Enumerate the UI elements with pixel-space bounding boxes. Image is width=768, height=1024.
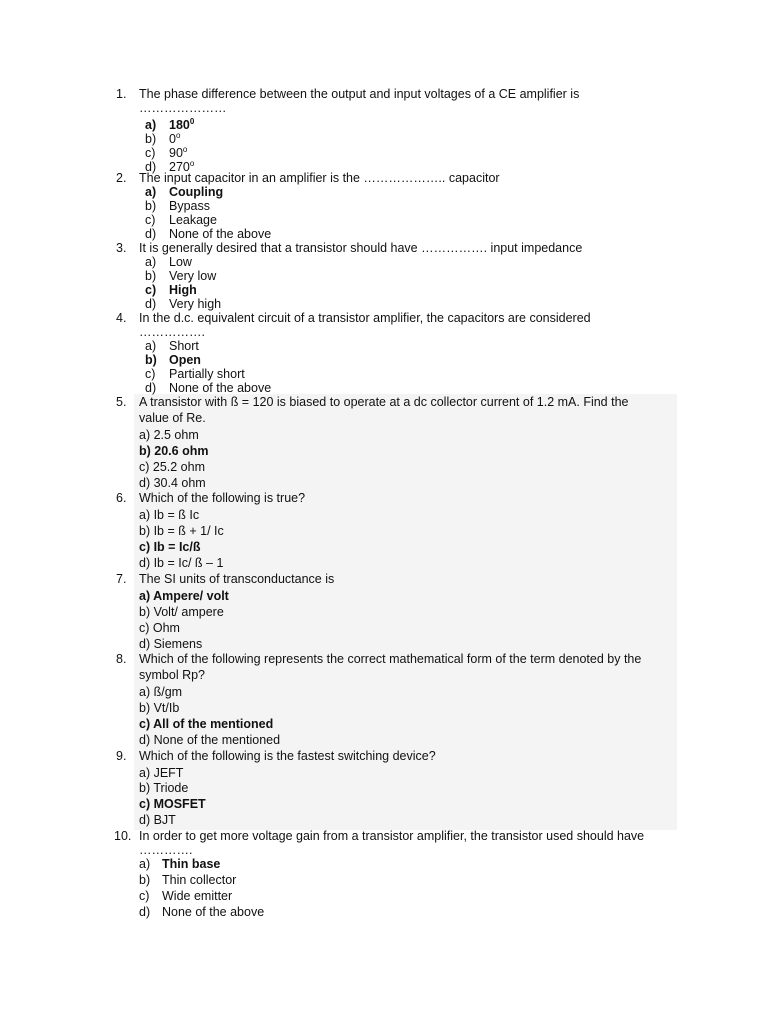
option-a: a) 2.5 ohm [139, 428, 199, 442]
option-b: b) Volt/ ampere [139, 605, 224, 619]
option-c: c) Partially short [145, 367, 245, 381]
question-text: A transistor with ß = 120 is biased to operate at a dc collector current of 1.2 mA. Find the [139, 395, 629, 409]
option-a: a) $180^0$ [145, 117, 195, 133]
option-b: b) Thin collector [139, 873, 237, 887]
question-text: The input capacitor in an amplifier is the ……………….. capacitor [139, 171, 500, 185]
option-a: a) ß/gm [139, 685, 183, 699]
question-text: The phase difference between the output and input voltages of a CE amplifier is [139, 87, 580, 101]
question-number: 2. [116, 171, 127, 185]
option-a: a) JEFT [139, 766, 184, 780]
option-b: b) 0$^o$ [145, 131, 181, 147]
question-number: 1. [116, 87, 127, 101]
question-text: In the d.c. equivalent circuit of a transistor amplifier, the capacitors are considered [139, 311, 591, 325]
question-number: 8. [116, 652, 127, 666]
option-d: d) None of the above [145, 227, 272, 241]
question-text: The SI units of transconductance is [139, 572, 335, 586]
option-c: c) Ohm [139, 621, 180, 635]
option-c: c) Ib = Ic/ß [139, 540, 201, 554]
option-c: c) MOSFET [139, 797, 206, 811]
question-text: In order to get more voltage gain from a transistor amplifier, the transistor used should have [139, 829, 645, 843]
question-blank: ……………. [139, 325, 205, 339]
option-a: a) Thin base [139, 857, 221, 871]
option-d: d) BJT [139, 813, 176, 827]
option-b: b) Very low [145, 269, 217, 283]
question-number: 7. [116, 572, 127, 586]
option-a: a) Coupling [145, 185, 224, 199]
question-continuation: value of Re. [139, 411, 206, 425]
question-text: Which of the following represents the correct mathematical form of the term denoted by the [139, 652, 642, 666]
question-number: 4. [116, 311, 127, 325]
option-c: c) Leakage [145, 213, 217, 227]
question-text: Which of the following is true? [139, 491, 306, 505]
question-number: 3. [116, 241, 127, 255]
option-a: a) Ampere/ volt [139, 589, 229, 603]
option-d: d) None of the above [139, 905, 265, 919]
option-b: b) Ib = ß + 1/ Ic [139, 524, 224, 538]
option-d: d) 30.4 ohm [139, 476, 206, 490]
option-d: d) Very high [145, 297, 222, 311]
option-b: b) 20.6 ohm [139, 444, 209, 458]
option-c: c) High [145, 283, 197, 297]
option-c: c) 25.2 ohm [139, 460, 206, 474]
question-number: 9. [116, 749, 127, 763]
question-number: 5. [116, 395, 127, 409]
option-b: b) Vt/Ib [139, 701, 180, 715]
question-number: 10. [114, 829, 132, 843]
option-b: b) Triode [139, 781, 189, 795]
option-d: d) Siemens [139, 637, 203, 651]
option-d: d) Ib = Ic/ ß – 1 [139, 556, 224, 570]
option-d: d) None of the mentioned [139, 733, 281, 747]
question-text: It is generally desired that a transistor should have ……………. input impedance [139, 241, 583, 255]
question-blank: ………………… [139, 101, 227, 115]
option-d: d) 270$^o$ [145, 159, 195, 175]
option-b: b) Bypass [145, 199, 210, 213]
option-a: a) Low [145, 255, 192, 269]
question-blank: …………. [139, 843, 193, 857]
question-text: Which of the following is the fastest switching device? [139, 749, 436, 763]
option-d: d) None of the above [145, 381, 272, 395]
option-b: b) Open [145, 353, 201, 367]
option-c: c) Wide emitter [139, 889, 233, 903]
question-number: 6. [116, 491, 127, 505]
option-c: c) 90$^o$ [145, 145, 188, 161]
option-a: a) Short [145, 339, 199, 353]
option-a: a) Ib = ß Ic [139, 508, 200, 522]
option-c: c) All of the mentioned [139, 717, 274, 731]
question-continuation: symbol Rp? [139, 668, 205, 682]
